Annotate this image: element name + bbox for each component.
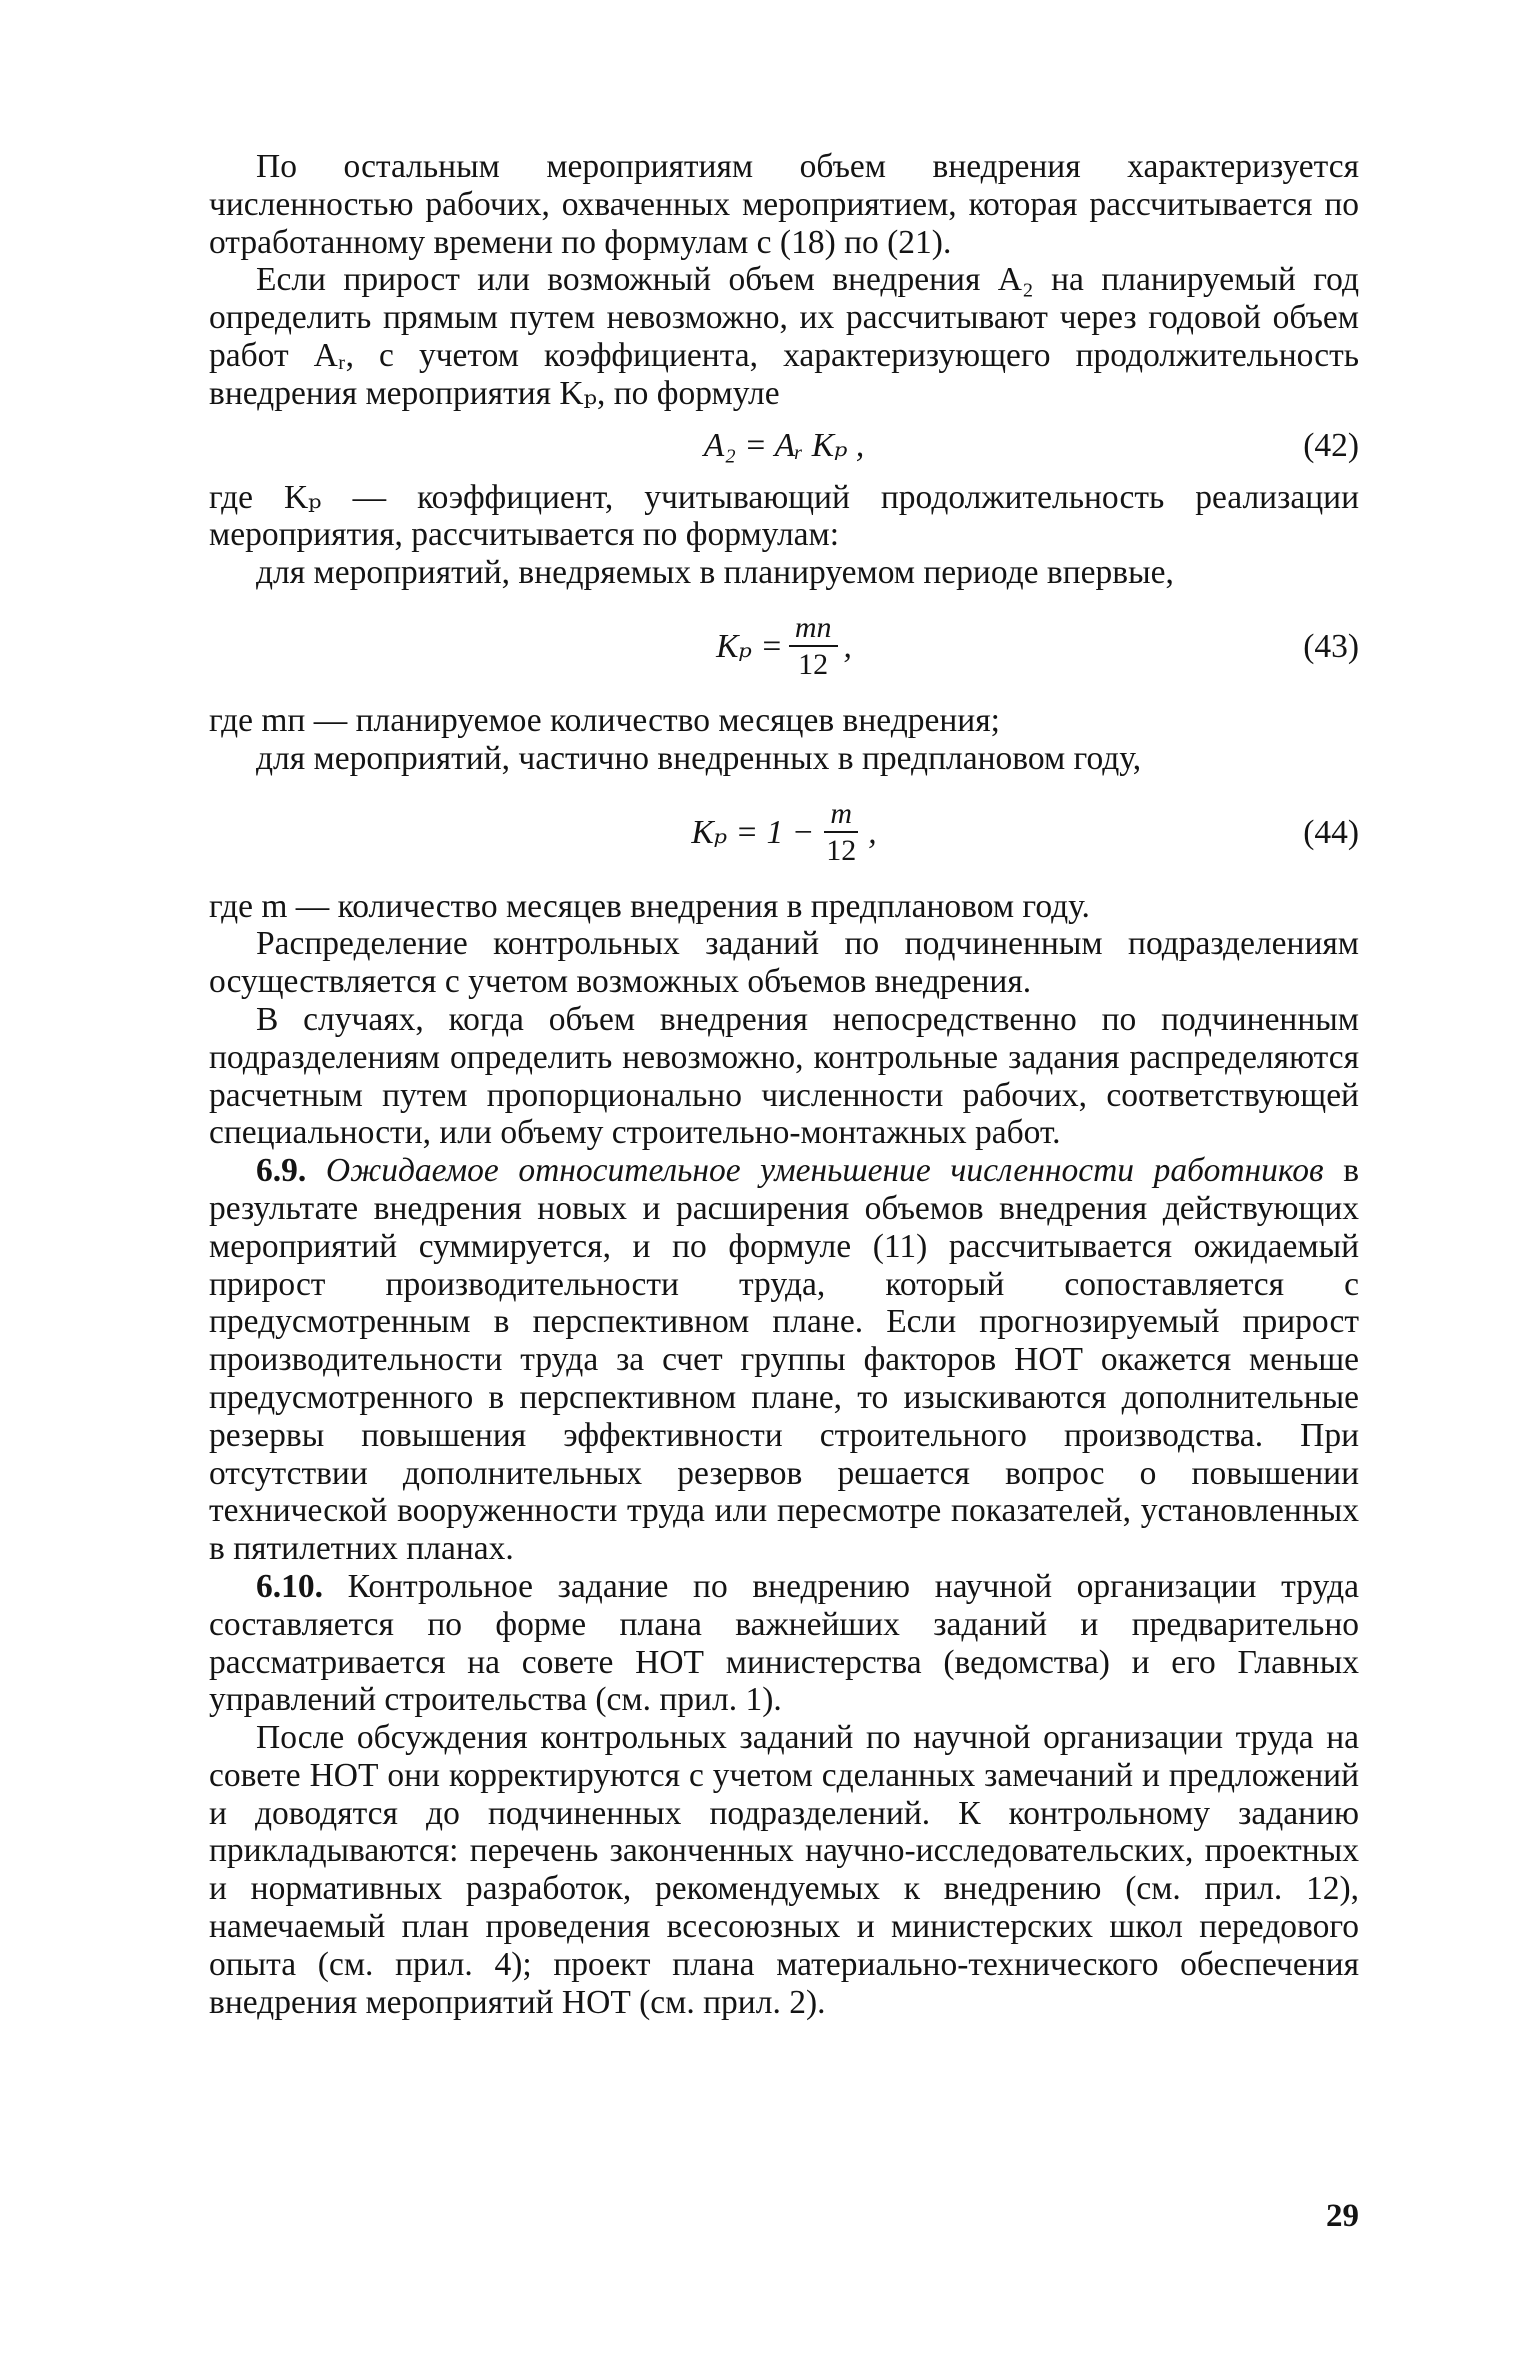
fraction-numerator: mп — [789, 611, 838, 647]
paragraph: для мероприятий, внедряемых в планируемом периоде впервые, — [256, 554, 1174, 592]
fraction-denominator: 12 — [798, 647, 829, 681]
paragraph: где m — количество месяцев внедрения в предплановом году. — [209, 887, 1090, 925]
formula-43 — [209, 592, 1359, 702]
section-6-10 — [209, 1568, 1359, 1719]
section-text: Контрольное задание по внедрению научной организации труда составляется по форме плана важнейших заданий и предварительно рассматривается на совете НОТ министерства (ведомства) и его Главных управлений строительства (см. прил. 1). — [209, 1567, 1360, 1719]
formula-tail: , — [843, 628, 852, 666]
equation-number: (44) — [1303, 813, 1359, 851]
section-number: 6.10. — [256, 1567, 323, 1605]
equation-number: (42) — [1303, 426, 1359, 464]
section-text: в результате внедрения новых и расширения объемов внедрения действующих мероприятий суммируется, и по формуле (11) рассчитывается ожидаемый прирост производительности труда, который сопоставляется с предусмотренным в перспективном плане. Если прогнозируемый прирост производительности труда за счет группы факторов НОТ окажется меньше предусмотренного в перспективном плане, то изыскиваются дополнительные резервы повышения эффективности строительного производства. При отсутствии дополнительных резервов решается вопрос о повышении технической вооруженности труда или пересмотре показателей, установленных в пятилетних планах. — [209, 1152, 1360, 1568]
paragraph: где mп — планируемое количество месяцев внедрения; — [209, 701, 1000, 739]
formula-tail: , — [868, 813, 877, 851]
fraction-numerator: m — [824, 797, 858, 833]
paragraph: В случаях, когда объем внедрения непосредственно по подчиненным подразделениям определить невозможно, контрольные задания распределяются расчетным путем пропорционально численности рабочих, соответствующей специальности, или объему строительно-монтажных работ. — [209, 1000, 1359, 1152]
paragraph: Если прирост или возможный объем внедрения A₂ на планируемый год определить прямым путем невозможно, их рассчитывают через годовой объем работ Aᵣ, с учетом коэффициента, характеризующего продолжительность внедрения мероприятия Kₚ, по формуле — [209, 261, 1359, 412]
fraction — [789, 611, 838, 683]
paragraph: где Kₚ — коэффициент, учитывающий продолжительность реализации мероприятия, рассчитывается по формулам: — [209, 478, 1359, 554]
formula-lhs: Kₚ = 1 − — [691, 813, 815, 851]
formula-44 — [209, 778, 1359, 888]
fraction — [820, 797, 862, 869]
paragraph: После обсуждения контрольных заданий по научной организации труда на совете НОТ они корректируются с учетом сделанных замечаний и предложений и доводятся до подчиненных подразделений. К контрольному заданию прикладываются: перечень законченных научно-исследовательских, проектных и нормативных разработок, рекомендуемых к внедрению (см. прил. 12), намечаемый план проведения всесоюзных и министерских школ передового опыта (см. прил. 4); проект плана материально-технического обеспечения внедрения мероприятий НОТ (см. прил. 2). — [209, 1719, 1359, 2021]
formula-42 — [209, 413, 1359, 479]
paragraph: Распределение контрольных заданий по подчиненным подразделениям осуществляется с учетом возможных объемов внедрения. — [209, 925, 1359, 1001]
page-number: 29 — [1326, 2198, 1359, 2234]
paragraph: для мероприятий, частично внедренных в предплановом году, — [256, 739, 1142, 777]
paragraph: По остальным мероприятиям объем внедрения характеризуется численностью рабочих, охваченных мероприятием, которая рассчитывается по отработанному времени по формулам с (18) по (21). — [209, 148, 1359, 261]
section-emphasis: Ожидаемое относительное уменьшение численности работников — [325, 1152, 1324, 1190]
fraction-denominator: 12 — [826, 833, 857, 867]
equation-number: (43) — [1303, 628, 1359, 666]
section-6-9 — [209, 1152, 1359, 1568]
formula-lhs: Kₚ = — [716, 628, 783, 666]
body-text — [209, 148, 1359, 2021]
section-number: 6.9. — [256, 1152, 307, 1190]
formula-expression: A₂ = Aᵣ Kₚ , — [703, 426, 865, 464]
